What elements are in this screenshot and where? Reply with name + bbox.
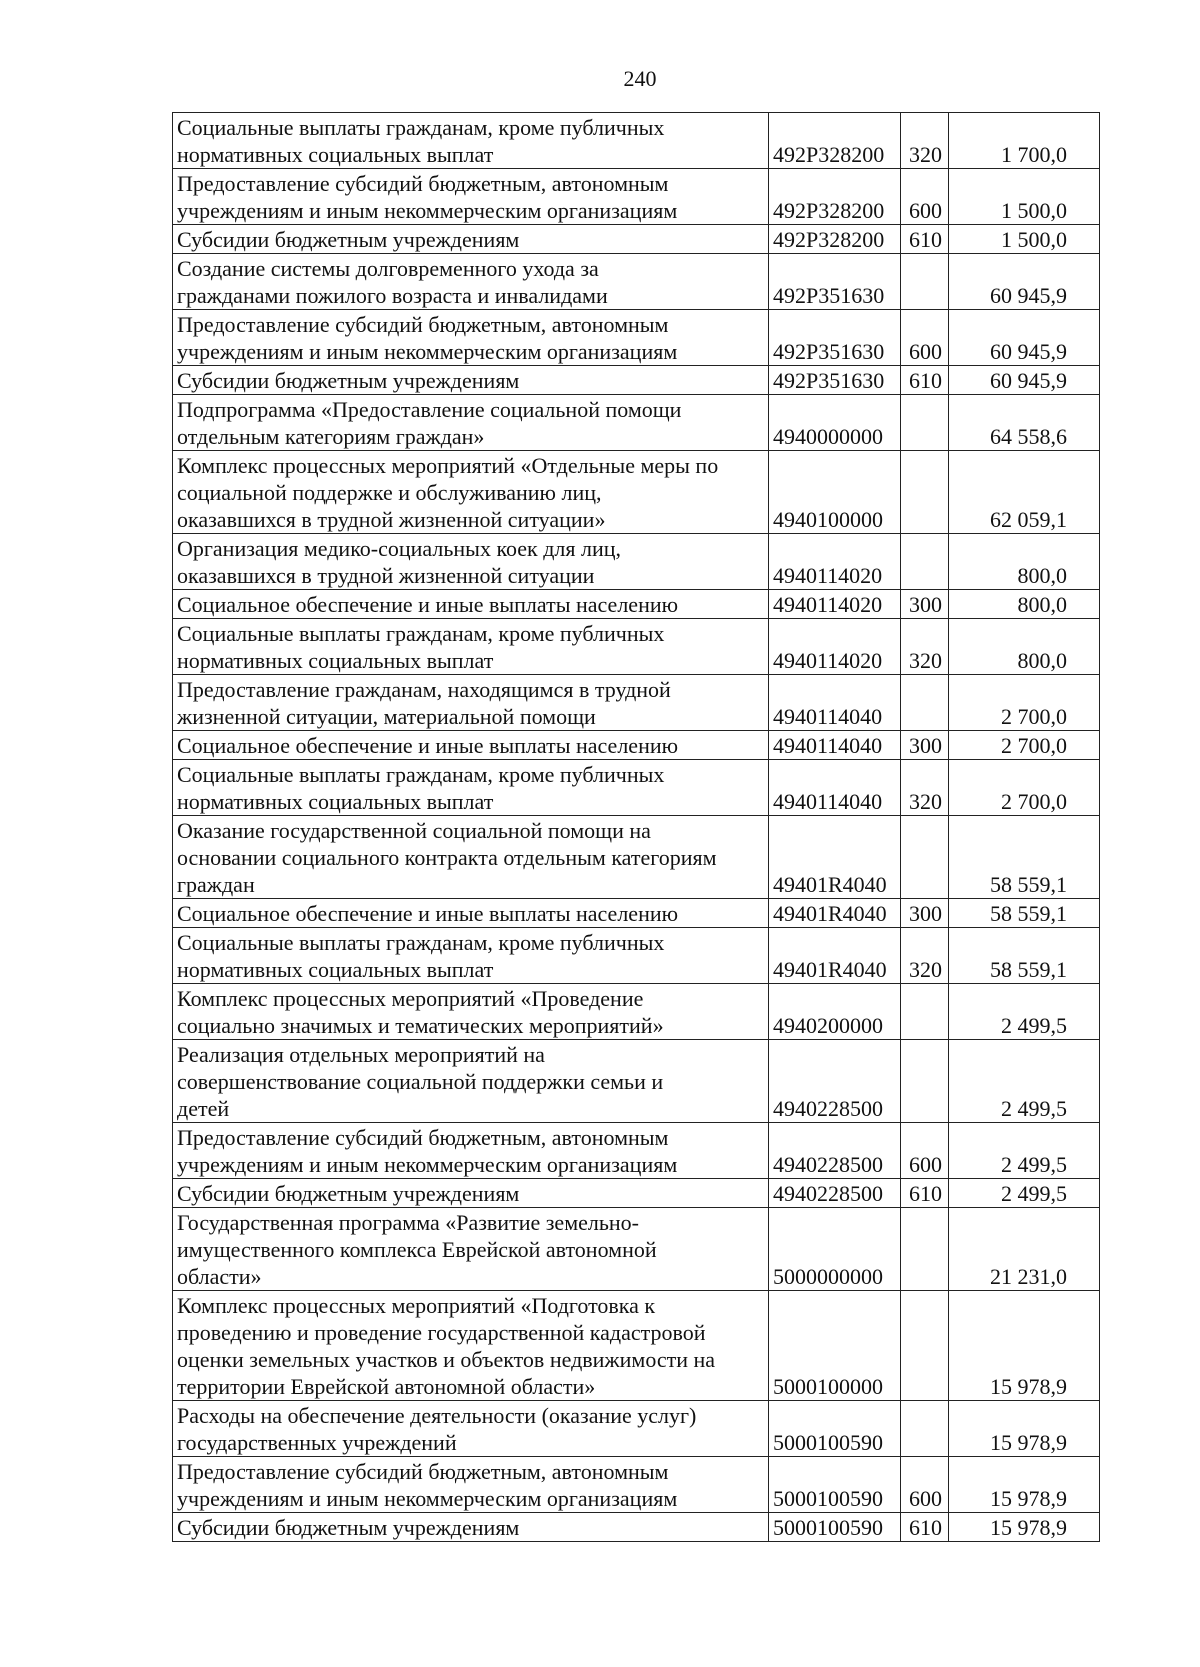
table-row bbox=[173, 1179, 1100, 1208]
row-name-cell: Социальное обеспечение и иные выплаты населению bbox=[173, 899, 769, 928]
row-name-cell: Реализация отдельных мероприятий на совершенствование социальной поддержки семьи и детей bbox=[173, 1040, 769, 1123]
row-code-cell: 49401R4040 bbox=[769, 816, 901, 899]
row-name-cell: Организация медико-социальных коек для лиц, оказавшихся в трудной жизненной ситуации bbox=[173, 534, 769, 590]
row-code-cell: 4940100000 bbox=[769, 451, 901, 534]
budget-table bbox=[172, 112, 1100, 1542]
row-amount-cell: 800,0 bbox=[949, 590, 1100, 619]
row-amount-cell: 2 499,5 bbox=[949, 984, 1100, 1040]
row-code-cell: 492P328200 bbox=[769, 225, 901, 254]
row-code-cell: 5000100590 bbox=[769, 1401, 901, 1457]
row-type-cell: 300 bbox=[901, 899, 949, 928]
row-amount-cell: 62 059,1 bbox=[949, 451, 1100, 534]
row-code-cell: 4940114020 bbox=[769, 534, 901, 590]
row-amount-cell: 800,0 bbox=[949, 534, 1100, 590]
row-code-cell: 492P351630 bbox=[769, 366, 901, 395]
row-code-cell: 4940228500 bbox=[769, 1179, 901, 1208]
row-code-cell: 5000100000 bbox=[769, 1291, 901, 1401]
row-amount-cell: 60 945,9 bbox=[949, 366, 1100, 395]
table-row bbox=[173, 984, 1100, 1040]
row-type-cell: 610 bbox=[901, 1179, 949, 1208]
row-type-cell: 610 bbox=[901, 1513, 949, 1542]
row-code-cell: 4940200000 bbox=[769, 984, 901, 1040]
table-row bbox=[173, 254, 1100, 310]
table-row bbox=[173, 731, 1100, 760]
row-code-cell: 492P328200 bbox=[769, 169, 901, 225]
row-name-cell: Оказание государственной социальной помощи на основании социального контракта отдельным категориям граждан bbox=[173, 816, 769, 899]
row-type-cell bbox=[901, 395, 949, 451]
row-code-cell: 492P351630 bbox=[769, 254, 901, 310]
row-amount-cell: 2 700,0 bbox=[949, 760, 1100, 816]
table-row bbox=[173, 1513, 1100, 1542]
row-code-cell: 4940114040 bbox=[769, 675, 901, 731]
table-row bbox=[173, 395, 1100, 451]
row-type-cell bbox=[901, 534, 949, 590]
table-row bbox=[173, 899, 1100, 928]
row-type-cell: 600 bbox=[901, 1123, 949, 1179]
row-type-cell bbox=[901, 984, 949, 1040]
row-amount-cell: 15 978,9 bbox=[949, 1291, 1100, 1401]
row-amount-cell: 1 700,0 bbox=[949, 113, 1100, 169]
row-name-cell: Субсидии бюджетным учреждениям bbox=[173, 366, 769, 395]
row-amount-cell: 15 978,9 bbox=[949, 1401, 1100, 1457]
row-code-cell: 49401R4040 bbox=[769, 899, 901, 928]
table-row bbox=[173, 113, 1100, 169]
row-code-cell: 4940114020 bbox=[769, 590, 901, 619]
row-name-cell: Государственная программа «Развитие земельно- имущественного комплекса Еврейской автономной области» bbox=[173, 1208, 769, 1291]
row-amount-cell: 2 499,5 bbox=[949, 1179, 1100, 1208]
row-code-cell: 492P328200 bbox=[769, 113, 901, 169]
row-amount-cell: 1 500,0 bbox=[949, 225, 1100, 254]
row-amount-cell: 15 978,9 bbox=[949, 1457, 1100, 1513]
table-row bbox=[173, 760, 1100, 816]
row-amount-cell: 2 499,5 bbox=[949, 1040, 1100, 1123]
row-type-cell: 320 bbox=[901, 928, 949, 984]
row-name-cell: Расходы на обеспечение деятельности (оказание услуг) государственных учреждений bbox=[173, 1401, 769, 1457]
row-type-cell bbox=[901, 675, 949, 731]
row-name-cell: Субсидии бюджетным учреждениям bbox=[173, 1513, 769, 1542]
table-row bbox=[173, 590, 1100, 619]
row-type-cell: 610 bbox=[901, 225, 949, 254]
row-code-cell: 4940228500 bbox=[769, 1040, 901, 1123]
row-type-cell: 600 bbox=[901, 1457, 949, 1513]
row-name-cell: Предоставление субсидий бюджетным, автономным учреждениям и иным некоммерческим организациям bbox=[173, 310, 769, 366]
row-type-cell bbox=[901, 1291, 949, 1401]
table-row bbox=[173, 1291, 1100, 1401]
row-type-cell: 300 bbox=[901, 731, 949, 760]
row-amount-cell: 15 978,9 bbox=[949, 1513, 1100, 1542]
row-name-cell: Социальное обеспечение и иные выплаты населению bbox=[173, 590, 769, 619]
row-name-cell: Социальные выплаты гражданам, кроме публичных нормативных социальных выплат bbox=[173, 928, 769, 984]
row-code-cell: 4940114040 bbox=[769, 760, 901, 816]
row-name-cell: Социальные выплаты гражданам, кроме публичных нормативных социальных выплат bbox=[173, 113, 769, 169]
table-row bbox=[173, 816, 1100, 899]
row-type-cell: 300 bbox=[901, 590, 949, 619]
row-amount-cell: 60 945,9 bbox=[949, 254, 1100, 310]
table-row bbox=[173, 225, 1100, 254]
row-amount-cell: 21 231,0 bbox=[949, 1208, 1100, 1291]
table-row bbox=[173, 928, 1100, 984]
row-type-cell: 320 bbox=[901, 619, 949, 675]
row-type-cell: 610 bbox=[901, 366, 949, 395]
table-row bbox=[173, 310, 1100, 366]
row-name-cell: Предоставление субсидий бюджетным, автономным учреждениям и иным некоммерческим организациям bbox=[173, 169, 769, 225]
row-name-cell: Социальное обеспечение и иные выплаты населению bbox=[173, 731, 769, 760]
row-amount-cell: 58 559,1 bbox=[949, 899, 1100, 928]
row-amount-cell: 64 558,6 bbox=[949, 395, 1100, 451]
row-name-cell: Субсидии бюджетным учреждениям bbox=[173, 225, 769, 254]
row-code-cell: 49401R4040 bbox=[769, 928, 901, 984]
budget-table-body bbox=[173, 113, 1100, 1542]
row-type-cell: 320 bbox=[901, 760, 949, 816]
row-type-cell bbox=[901, 451, 949, 534]
row-name-cell: Создание системы долговременного ухода за гражданами пожилого возраста и инвалидами bbox=[173, 254, 769, 310]
table-row bbox=[173, 534, 1100, 590]
table-row bbox=[173, 169, 1100, 225]
row-name-cell: Подпрограмма «Предоставление социальной помощи отдельным категориям граждан» bbox=[173, 395, 769, 451]
row-amount-cell: 58 559,1 bbox=[949, 928, 1100, 984]
table-row bbox=[173, 1040, 1100, 1123]
row-code-cell: 5000000000 bbox=[769, 1208, 901, 1291]
table-row bbox=[173, 1457, 1100, 1513]
row-code-cell: 4940228500 bbox=[769, 1123, 901, 1179]
row-amount-cell: 2 700,0 bbox=[949, 675, 1100, 731]
table-row bbox=[173, 675, 1100, 731]
table-row bbox=[173, 451, 1100, 534]
table-row bbox=[173, 1208, 1100, 1291]
row-name-cell: Предоставление субсидий бюджетным, автономным учреждениям и иным некоммерческим организациям bbox=[173, 1123, 769, 1179]
row-type-cell bbox=[901, 254, 949, 310]
row-code-cell: 5000100590 bbox=[769, 1457, 901, 1513]
table-row bbox=[173, 1401, 1100, 1457]
row-amount-cell: 2 700,0 bbox=[949, 731, 1100, 760]
row-name-cell: Предоставление гражданам, находящимся в трудной жизненной ситуации, материальной помощи bbox=[173, 675, 769, 731]
row-code-cell: 4940114040 bbox=[769, 731, 901, 760]
row-name-cell: Социальные выплаты гражданам, кроме публичных нормативных социальных выплат bbox=[173, 619, 769, 675]
row-code-cell: 4940114020 bbox=[769, 619, 901, 675]
table-row bbox=[173, 1123, 1100, 1179]
row-amount-cell: 2 499,5 bbox=[949, 1123, 1100, 1179]
row-type-cell: 600 bbox=[901, 169, 949, 225]
row-name-cell: Социальные выплаты гражданам, кроме публичных нормативных социальных выплат bbox=[173, 760, 769, 816]
table-row bbox=[173, 366, 1100, 395]
row-amount-cell: 60 945,9 bbox=[949, 310, 1100, 366]
row-code-cell: 492P351630 bbox=[769, 310, 901, 366]
row-name-cell: Комплекс процессных мероприятий «Проведение социально значимых и тематических мероприятий» bbox=[173, 984, 769, 1040]
table-row bbox=[173, 619, 1100, 675]
row-name-cell: Субсидии бюджетным учреждениям bbox=[173, 1179, 769, 1208]
row-name-cell: Комплекс процессных мероприятий «Отдельные меры по социальной поддержке и обслуживанию лиц, оказавшихся в трудной жизненной ситуации» bbox=[173, 451, 769, 534]
row-type-cell: 600 bbox=[901, 310, 949, 366]
row-code-cell: 5000100590 bbox=[769, 1513, 901, 1542]
row-type-cell bbox=[901, 816, 949, 899]
row-amount-cell: 1 500,0 bbox=[949, 169, 1100, 225]
row-type-cell bbox=[901, 1208, 949, 1291]
row-amount-cell: 800,0 bbox=[949, 619, 1100, 675]
page-number: 240 bbox=[623, 66, 657, 91]
row-type-cell: 320 bbox=[901, 113, 949, 169]
row-name-cell: Предоставление субсидий бюджетным, автономным учреждениям и иным некоммерческим организациям bbox=[173, 1457, 769, 1513]
row-code-cell: 4940000000 bbox=[769, 395, 901, 451]
row-amount-cell: 58 559,1 bbox=[949, 816, 1100, 899]
row-name-cell: Комплекс процессных мероприятий «Подготовка к проведению и проведение государственной кадастровой оценки земельных участков и объектов недвижимости на территории Еврейской автономной области» bbox=[173, 1291, 769, 1401]
row-type-cell bbox=[901, 1401, 949, 1457]
row-type-cell bbox=[901, 1040, 949, 1123]
